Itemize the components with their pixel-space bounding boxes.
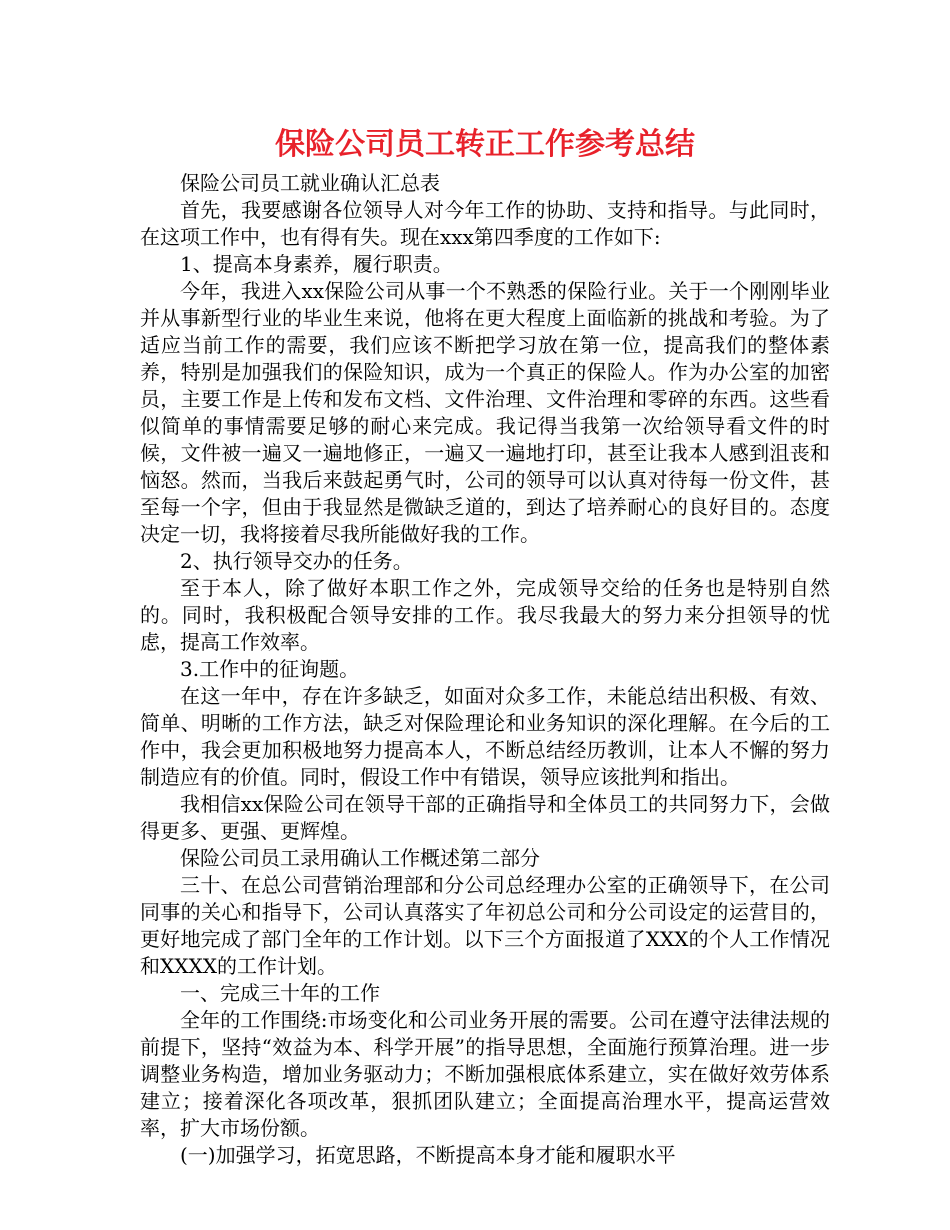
part-two-section-heading-1: 一、完成三十年的工作 [180,981,380,1005]
document-body [140,170,830,1169]
part-two-heading: 保险公司员工录用确认工作概述第二部分 [180,846,540,870]
section-heading-2: 2、执行领导交办的任务。 [180,549,413,573]
paragraph-section-3: 在这一年中，存在许多缺乏，如面对众多工作，未能总结出积极、有效、简单、明晰的工作方法，缺乏对保险理论和业务知识的深化理解。在今后的工作中，我会更加积极地努力提高本人，不断总结经历教训，让本人不懈的努力制造应有的价值。同时，假设工作中有错误，领导应该批判和指出。 [140,684,830,789]
part-two-subheading-1: (一)加强学习，拓宽思路，不断提高本身才能和履职水平 [180,1143,676,1167]
paragraph-intro: 首先，我要感谢各位领导人对今年工作的协助、支持和指导。与此同时，在这项工作中，也有得有失。现在xxx第四季度的工作如下: [140,198,830,249]
document-title: 保险公司员工转正工作参考总结 [275,127,695,162]
section-heading-3: 3.工作中的征询题。 [180,657,360,681]
paragraph-section-1: 今年，我进入xx保险公司从事一个不熟悉的保险行业。关于一个刚刚毕业并从事新型行业的毕业生来说，他将在更大程度上面临新的挑战和考验。为了适应当前工作的需要，我们应该不断把学习放在第一位，提高我们的整体素养，特别是加强我们的保险知识，成为一个真正的保险人。作为办公室的加密员，主要工作是上传和发布文档、文件治理、文件治理和零碎的东西。这些看似简单的事情需要足够的耐心来完成。我记得当我第一次给领导看文件的时候，文件被一遍又一遍地修正，一遍又一遍地打印，甚至让我本人感到沮丧和恼怒。然而，当我后来鼓起勇气时，公司的领导可以认真对待每一份文件，甚至每一个字，但由于我显然是微缺乏道的，到达了培养耐心的良好目的。态度决定一切，我将接着尽我所能做好我的工作。 [140,279,830,546]
paragraph-part-two-intro: 三十、在总公司营销治理部和分公司总经理办公室的正确领导下，在公司同事的关心和指导下，公司认真落实了年初总公司和分公司设定的运营目的，更好地完成了部门全年的工作计划。以下三个方面报道了XXX的个人工作情况和XXXX的工作计划。 [140,873,830,978]
paragraph-part-two-section-1: 全年的工作围绕:市场变化和公司业务开展的需要。公司在遵守法律法规的前提下，坚持“效益为本、科学开展”的指导思想，全面施行预算治理。进一步调整业务构造，增加业务驱动力；不断加强根底体系建立，实在做好效劳体系建立；接着深化各项改革，狠抓团队建立；全面提高治理水平，提高运营效率，扩大市场份额。 [140,1008,830,1140]
document-page [140,120,830,1169]
paragraph-closing: 我相信xx保险公司在领导干部的正确指导和全体员工的共同努力下，会做得更多、更强、更辉煌。 [140,792,830,843]
paragraph-section-2: 至于本人，除了做好本职工作之外，完成领导交给的任务也是特别自然的。同时，我积极配合领导安排的工作。我尽我最大的努力来分担领导的忧虑，提高工作效率。 [140,576,830,654]
section-heading-1: 1、提高本身素养，履行职责。 [180,252,453,276]
paragraph-subtitle: 保险公司员工就业确认汇总表 [180,171,440,195]
